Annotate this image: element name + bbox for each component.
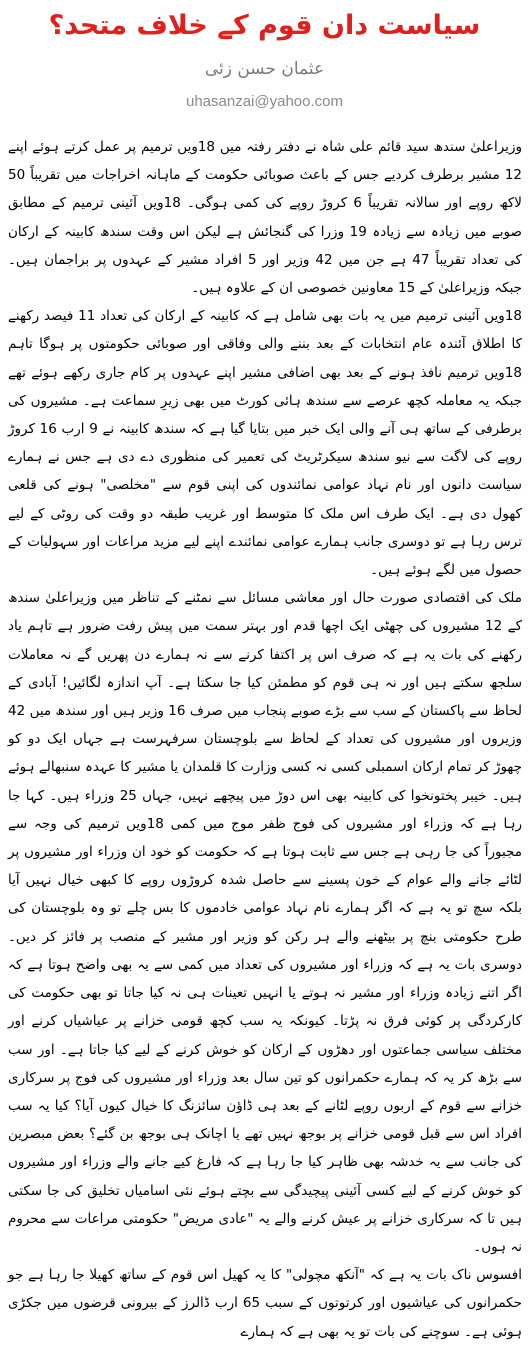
paragraph-1: وزیراعلیٰ سندھ سید قائم علی شاہ نے دفتر رفتہ میں 18ویں ترمیم پر عمل کرتے ہوئے اپنے 12 مشیر برطرف کردیے جس کے باعث صوبائی حکومت کے ماہانہ اخراجات میں تقریباً 50 لاکھ روپے اور سالانہ تقریباً 6 کروڑ روپے کی کمی ہوگی۔ 18ویں آئینی ترمیم کے مطابق صوبے میں زیادہ سے زیادہ 19 وزرا کی گنجائش ہے لیکن اس وقت سندھ کابینہ کے ارکان کی تعداد تقریباً 47 ہے جن میں 42 وزیر اور 5 افراد مشیر کے عہدوں پر براجمان ہیں۔ جبکہ وزیراعلیٰ کے 15 معاونین خصوصی ان کے علاوہ ہیں۔ (8, 139, 522, 297)
article-title: سیاست دان قوم کے خلاف متحد؟ (48, 10, 481, 41)
paragraph-2: 18ویں آئینی ترمیم میں یہ بات بھی شامل ہے کہ کابینہ کے ارکان کی تعداد 11 فیصد رکھنے کا اطلاق آئندہ عام انتخابات کے بعد بننے والی وفاقی اور صوبائی حکومتوں پر ہوگا تاہم 18ویں ترمیم نافذ ہونے کے بعد بھی اضافی مشیر اپنے عہدوں پر کام جاری رکھے ہوئے تھے جبکہ یہ معاملہ کچھ عرصے سے سندھ ہائی کورٹ میں بھی زیرِ سماعت ہے۔ مشیروں کی برطرفی کے ساتھ ہی آنے والی ایک خبر میں بتایا گیا ہے کہ سندھ کابینہ نے 9 ارب 16 کروڑ روپے کی لاگت سے نیو سندھ سیکرٹریٹ کی تعمیر کی منظوری دے دی ہے جس نے ہمارے سیاست دانوں اور نام نہاد عوامی نمائندوں کی اپنی قوم سے "مخلصی" ہونے کی قلعی کھول دی ہے۔ ایک طرف اس ملک کا متوسط اور غریب طبقہ دو وقت کی روٹی کے لیے ترس رہا ہے تو دوسری جانب ہمارے عوامی نمائندے اپنے لیے مزید مراعات اور سہولیات کے حصول میں لگے ہوئے ہیں۔ (8, 308, 522, 579)
article-body (8, 133, 523, 1340)
author-email: uhasanzai@yahoo.com (186, 93, 343, 110)
author-name: عثمان حسن زئی (204, 59, 325, 79)
paragraph-4: افسوس ناک بات یہ ہے کہ "آنکھ مچولی" کا یہ کھیل اس قوم کے ساتھ کھیلا جا رہا ہے جو حکمرانوں کی عیاشیوں اور کرتوتوں کے سبب 65 ارب ڈالرز کے بیرونی قرضوں میں جکڑی ہوئی ہے۔ سوچنے کی بات تو یہ بھی ہے کہ ہمارے (8, 1267, 522, 1340)
paragraph-3: ملک کی اقتصادی صورت حال اور معاشی مسائل سے نمٹنے کے تناظر میں وزیراعلیٰ سندھ کے 12 مشیروں کی چھٹی ایک اچھا قدم اور بہتر سمت میں پیش رفت ضرور ہے تاہم یاد رکھنے کی بات یہ ہے کہ صرف اس پر اکتفا کرنے سے نہ ہمارے دن پھریں گے نہ معاملات سلجھ سکتے ہیں اور نہ ہی قوم کو مطمئن کیا جا سکتا ہے۔ آپ اندازہ لگائیں! آبادی کے لحاظ سے پاکستان کے سب سے بڑے صوبے پنجاب میں صرف 16 وزیر ہیں اور سندھ میں 42 وزیروں اور مشیروں کی تعداد کے لحاظ سے بلوچستان سرفہرست ہے جہاں ایک دو کو چھوڑ کر تمام ارکان اسمبلی کسی نہ کسی وزارت کا قلمدان یا مشیر کا عہدہ سنبھالے ہوئے ہیں۔ خیبر پختونخوا کی کابینہ بھی اس دوڑ میں پیچھے نہیں، جہاں 25 وزراء ہیں۔ کہا جا رہا ہے کہ وزراء اور مشیروں کی فوج ظفر موج میں کمی 18ویں ترمیم کی وجہ سے مجبوراً کی جا رہی ہے جس سے ثابت ہوتا ہے کہ حکومت کو خود ان وزراء اور مشیروں پر لٹائے جانے والے عوام کے خون پسینے سے حاصل شدہ کروڑوں روپے کا کبھی خیال نہیں آیا بلکہ سچ تو یہ ہے کہ اگر ہمارے نام نہاد عوامی خادموں کا بس چلے تو وہ بلوچستان کی طرح حکومتی بنچ پر بیٹھنے والے ہر رکن کو وزیر اور مشیر کے منصب پر فائز کر دیں۔ دوسری بات یہ ہے کہ وزراء اور مشیروں کی تعداد میں کمی سے یہ بھی واضح ہوتا ہے کہ اگر اتنے زیادہ وزراء اور مشیر نہ ہوتے یا انہیں تعینات ہی نہ کیا جاتا تو بھی حکومت کی کارکردگی پر کوئی فرق نہ پڑتا۔ کیونکہ یہ سب کچھ قومی خزانے پر عیاشیاں کرنے اور مختلف سیاسی جماعتوں اور دھڑوں کے ارکان کو خوش کرنے کے لیے کیا جاتا ہے۔ اور سب سے بڑھ کر یہ کہ ہمارے حکمرانوں کو تین سال بعد وزراء اور مشیروں کی فوج پر سرکاری خزانے سے قوم کے اربوں روپے لٹانے کے بعد ہی ڈاؤن سائزنگ کا خیال کیوں آیا؟ کیا یہ سب افراد اس سے قبل قومی خزانے پر بوجھ نہیں تھے یا اچانک ہی بوجھ بن گئے؟ بعض مبصرین کی جانب سے یہ خدشہ بھی ظاہر کیا جا رہا ہے کہ فارغ کیے جانے والے وزراء اور مشیروں کو خوش کرنے کے لیے کسی آئینی پیچیدگی سے بچتے ہوئے نئی اسامیاں تخلیق کی جا سکتی ہیں تا کہ سرکاری خزانے پر عیش کرنے والے یہ "عادی مریض" حکومتی مراعات سے محروم نہ ہوں۔ (8, 590, 523, 1255)
